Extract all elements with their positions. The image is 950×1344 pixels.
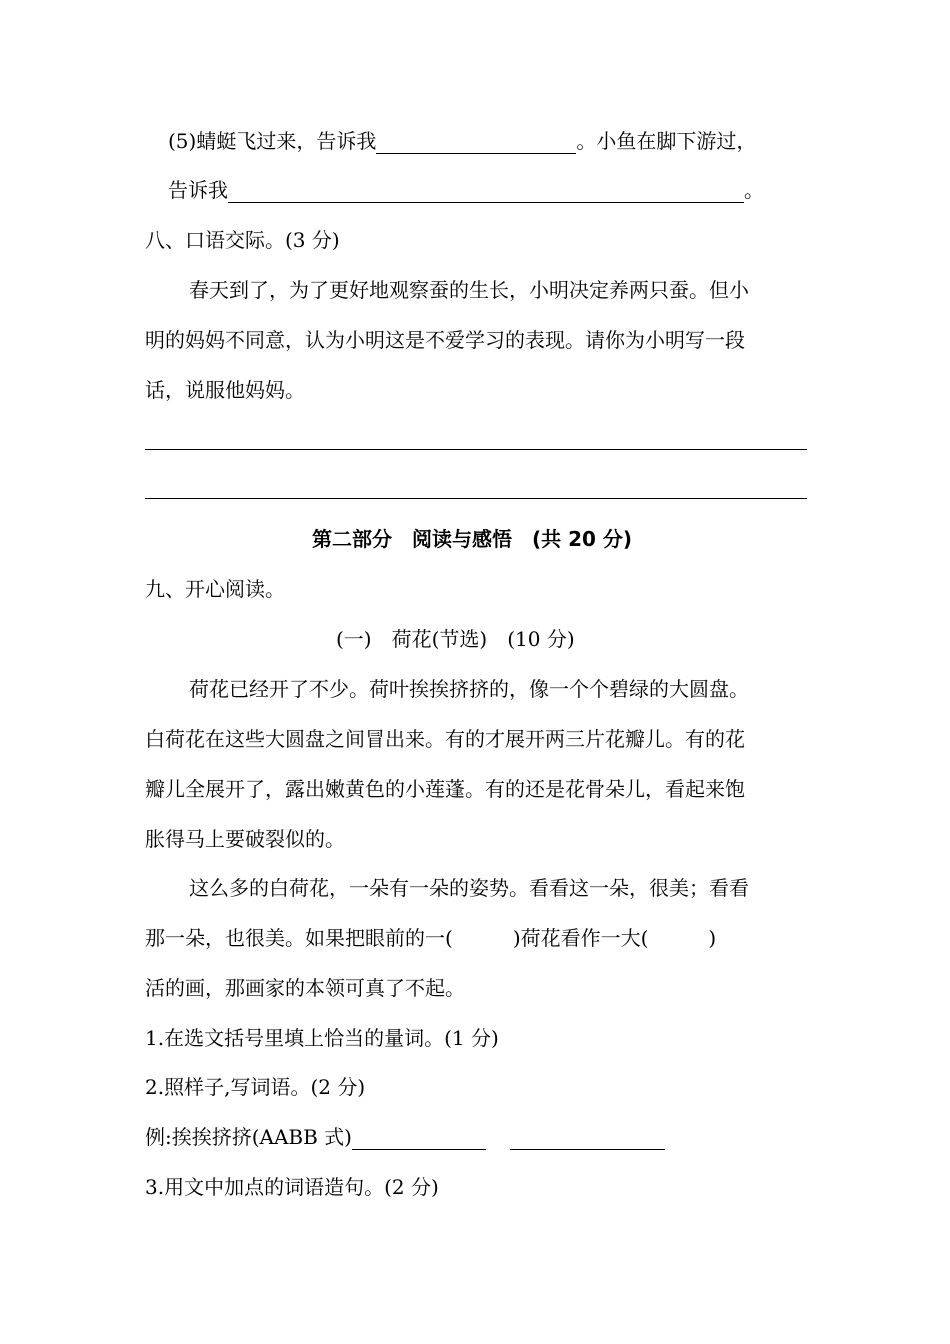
writing-line[interactable] bbox=[145, 498, 807, 499]
section8-heading: 八、口语交际。(3 分) bbox=[145, 228, 340, 252]
example-text: 例:挨挨挤挤(AABB 式) bbox=[145, 1125, 352, 1149]
question-2: 2.照样子,写词语。(2 分) bbox=[145, 1075, 366, 1099]
section8-text-line: 春天到了，为了更好地观察蚕的生长，小明决定养两只蚕。但小 bbox=[189, 278, 749, 302]
question-1: 1.在选文括号里填上恰当的量词。(1 分) bbox=[145, 1026, 499, 1050]
para2-line: 这么多的白荷花，一朵有一朵的姿势。看看这一朵，很美；看看 bbox=[189, 876, 749, 900]
q7-5-line2 bbox=[168, 177, 764, 203]
q7-5-prompt: (5)蜻蜓飞过来，告诉我 bbox=[168, 129, 377, 153]
question-2-example bbox=[145, 1124, 665, 1150]
answer-blank[interactable] bbox=[510, 1129, 665, 1150]
para2-line-with-brackets bbox=[145, 925, 716, 951]
answer-blank[interactable] bbox=[376, 133, 576, 154]
q7-5-line1 bbox=[168, 128, 756, 154]
para1-line: 荷花已经开了不少。荷叶挨挨挤挤的，像一个个碧绿的大圆盘。 bbox=[189, 677, 749, 701]
para2-text-b: )荷花看作一大( bbox=[512, 926, 649, 950]
q7-5-end: 。 bbox=[744, 178, 764, 202]
q7-5-prompt-2: 告诉我 bbox=[168, 178, 228, 202]
writing-line[interactable] bbox=[145, 449, 807, 450]
para1-line: 胀得马上要破裂似的。 bbox=[145, 827, 345, 851]
para2-text-a: 那一朵，也很美。如果把眼前的一( bbox=[145, 926, 453, 950]
para2-text-c: ) bbox=[708, 926, 717, 950]
section8-text-line: 明的妈妈不同意，认为小明这是不爱学习的表现。请你为小明写一段 bbox=[145, 328, 745, 352]
para1-line: 瓣儿全展开了，露出嫩黄色的小莲蓬。有的还是花骨朵儿，看起来饱 bbox=[145, 777, 745, 801]
para1-line: 白荷花在这些大圆盘之间冒出来。有的才展开两三片花瓣儿。有的花 bbox=[145, 727, 745, 751]
answer-blank[interactable] bbox=[228, 182, 744, 203]
section9-heading: 九、开心阅读。 bbox=[145, 577, 285, 601]
q7-5-mid-text: 。小鱼在脚下游过， bbox=[576, 129, 757, 153]
question-3: 3.用文中加点的词语造句。(2 分) bbox=[145, 1175, 439, 1199]
passage-title: (一) 荷花(节选) (10 分) bbox=[336, 627, 575, 651]
part2-title: 第二部分 阅读与感悟 (共 20 分) bbox=[312, 527, 633, 551]
section8-text-line: 话，说服他妈妈。 bbox=[145, 378, 305, 402]
para2-line: 活的画，那画家的本领可真了不起。 bbox=[145, 976, 465, 1000]
answer-blank[interactable] bbox=[352, 1129, 486, 1150]
